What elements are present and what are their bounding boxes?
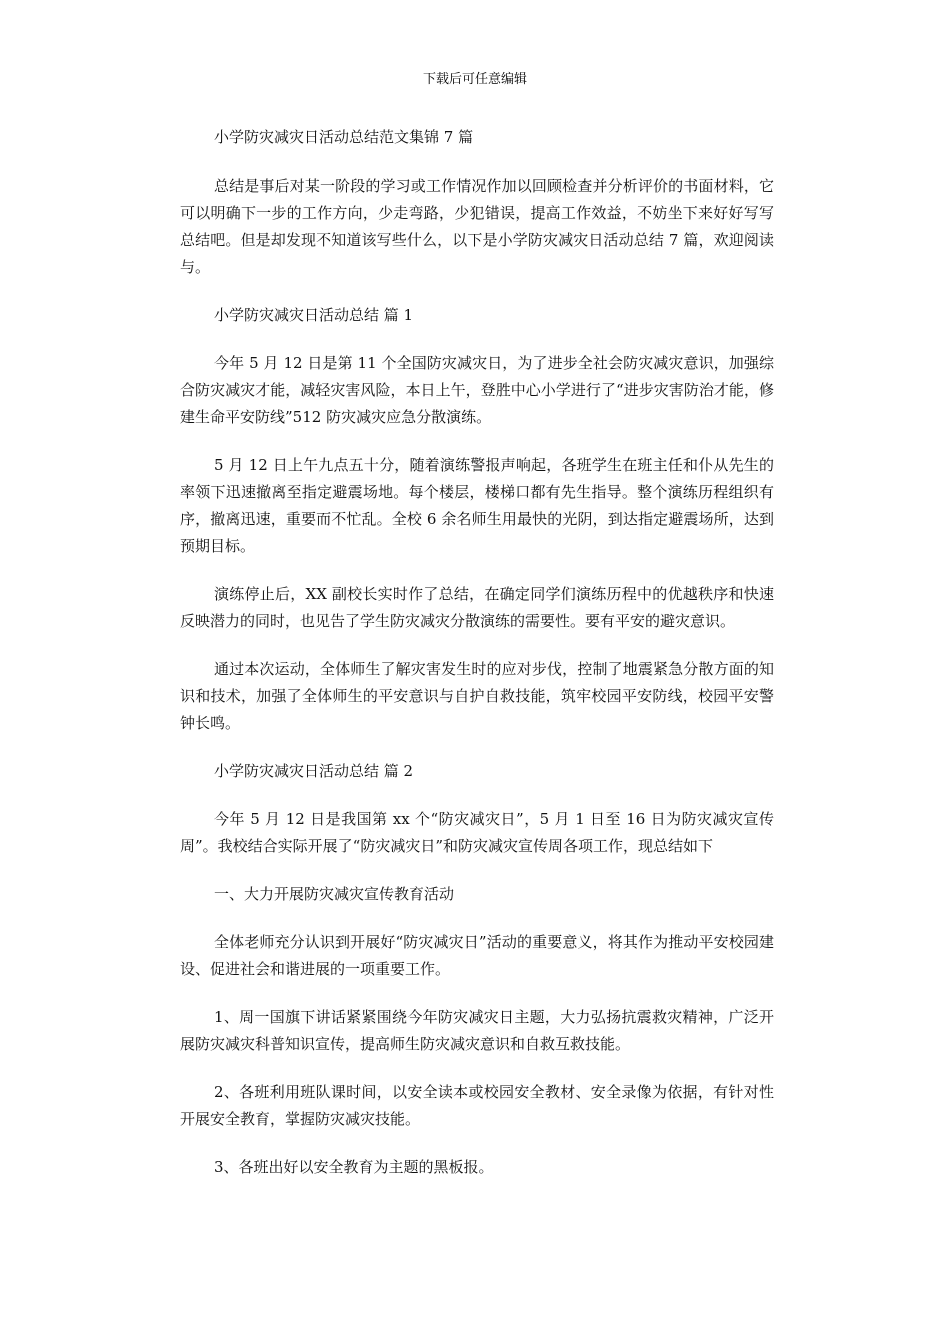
section-1-heading: 小学防灾减灾日活动总结 篇 1: [214, 306, 414, 324]
section-1-paragraph-2: 5 月 12 日上午九点五十分，随着演练警报声响起，各班学生在班主任和仆从先生的率领下迅速撤离至指定避震场地。每个楼层，楼梯口都有先生指导。整个演练历程组织有序，撤离迅速，重要而不忙乱。全校 6 余名师生用最快的光阴，到达指定避震场所，达到预期目标。: [180, 456, 774, 555]
section-2-list-item-3: 3、各班出好以安全教育为主题的黑板报。: [214, 1158, 494, 1176]
section-2-list-item-2: 2、各班利用班队课时间，以安全读本或校园安全教材、安全录像为依据，有针对性开展安全教育，掌握防灾减灾技能。: [180, 1083, 774, 1128]
header-note: 下载后可任意编辑: [422, 72, 527, 87]
section-2-paragraph-1: 今年 5 月 12 日是我国第 xx 个“防灾减灾日”，5 月 1 日至 16 日为防灾减灾宣传周”。我校结合实际开展了“防灾减灾日”和防灾减灾宣传周各项工作，现总结如下: [180, 810, 774, 855]
section-2-list-item-1: 1、周一国旗下讲话紧紧围绕今年防灾减灾日主题，大力弘扬抗震救灾精神，广泛开展防灾减灾科普知识宣传，提高师生防灾减灾意识和自救互救技能。: [180, 1008, 774, 1053]
section-1-paragraph-1: 今年 5 月 12 日是第 11 个全国防灾减灾日，为了进步全社会防灾减灾意识，加强综合防灾减灾才能，减轻灾害风险，本日上午，登胜中心小学进行了“进步灾害防治才能，修建生命平安防线”512 防灾减灾应急分散演练。: [180, 354, 774, 426]
section-2-heading: 小学防灾减灾日活动总结 篇 2: [214, 762, 414, 780]
section-2-paragraph-2: 全体老师充分认识到开展好“防灾减灾日”活动的重要意义，将其作为推动平安校园建设、促进社会和谐进展的一项重要工作。: [180, 933, 774, 978]
document-title: 小学防灾减灾日活动总结范文集锦 7 篇: [214, 128, 474, 146]
document-content: [180, 124, 774, 1202]
intro-paragraph: 总结是事后对某一阶段的学习或工作情况作加以回顾检查并分析评价的书面材料，它可以明确下一步的工作方向，少走弯路，少犯错误，提高工作效益，不妨坐下来好好写写总结吧。但是却发现不知道该写些什么，以下是小学防灾减灾日活动总结 7 篇，欢迎阅读与。: [180, 177, 774, 276]
section-1-paragraph-3: 演练停止后，XX 副校长实时作了总结，在确定同学们演练历程中的优越秩序和快速反映潜力的同时，也见告了学生防灾减灾分散演练的需要性。要有平安的避灾意识。: [180, 585, 774, 630]
section-2-subheading-1: 一、大力开展防灾减灾宣传教育活动: [214, 885, 455, 903]
section-1-paragraph-4: 通过本次运动，全体师生了解灾害发生时的应对步伐，控制了地震紧急分散方面的知识和技术，加强了全体师生的平安意识与自护自救技能，筑牢校园平安防线，校园平安警钟长鸣。: [180, 660, 774, 732]
